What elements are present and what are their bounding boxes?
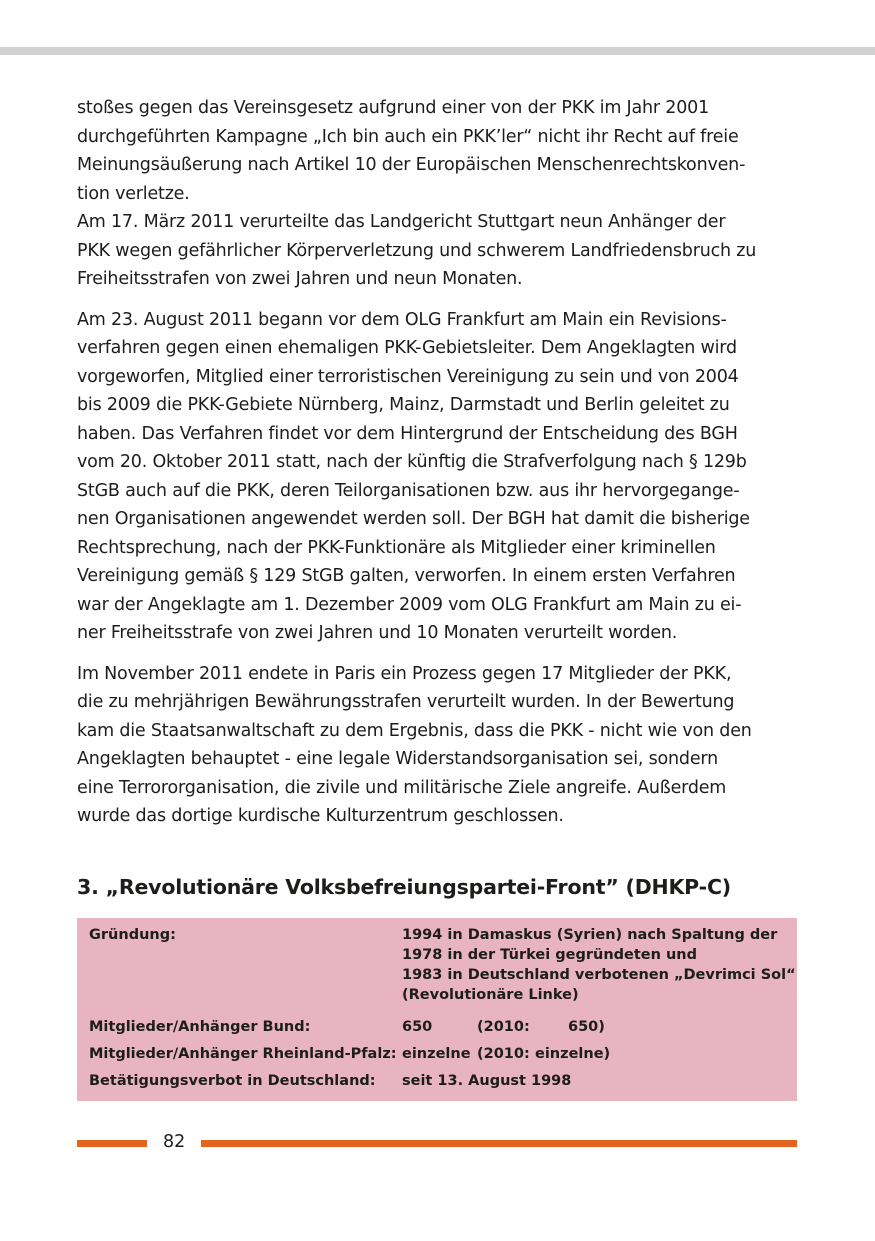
footer-bar-right [201, 1140, 797, 1147]
ban-value: seit 13. August 1998 [402, 1073, 572, 1089]
founding-label: Gründung: [89, 927, 176, 943]
members-rlp-prev-value: einzelne) [535, 1046, 611, 1062]
text-line: verfahren gegen einen ehemaligen PKK-Gebietsleiter. Dem Angeklagten wird [77, 338, 737, 358]
text-line: wurde das dortige kurdische Kulturzentrum geschlossen. [77, 806, 564, 826]
founding-row [77, 925, 797, 1017]
members-rlp-prev-label: (2010: [477, 1046, 530, 1062]
text-line: war der Angeklagte am 1. Dezember 2009 vom OLG Frankfurt am Main zu ei- [77, 594, 742, 615]
text-line: Am 17. März 2011 verurteilte das Landgericht Stuttgart neun Anhänger der [77, 212, 726, 232]
members-rlp-label: Mitglieder/Anhänger Rheinland-Pfalz: [89, 1046, 397, 1062]
founding-line: 1983 in Deutschland verbotenen „Devrimci Sol“ [402, 967, 796, 983]
members-rlp-value: einzelne [402, 1046, 471, 1062]
text-line: eine Terrororganisation, die zivile und militärische Ziele angreife. Außerdem [77, 777, 727, 798]
page-number: 82 [163, 1132, 186, 1152]
footer-bar-left [77, 1140, 147, 1147]
text-line: Meinungsäußerung nach Artikel 10 der Europäischen Menschenrechtskonven- [77, 155, 746, 175]
paragraph [77, 208, 799, 294]
members-federal-value: 650 [402, 1019, 433, 1035]
text-line: Rechtsprechung, nach der PKK-Funktionäre als Mitglieder einer kriminellen [77, 537, 716, 558]
ban-row [77, 1071, 797, 1098]
body-text [77, 94, 799, 843]
text-line: vorgeworfen, Mitglied einer terroristischen Vereinigung zu sein und von 2004 [77, 366, 739, 387]
top-rule [0, 47, 875, 55]
text-line: durchgeführten Kampagne „Ich bin auch ein PKK’ler“ nicht ihr Recht auf freie [77, 126, 739, 147]
paragraph [77, 94, 799, 208]
text-line: vom 20. Oktober 2011 statt, nach der künftig die Strafverfolgung nach § 129b [77, 452, 747, 472]
founding-value [402, 925, 797, 1005]
text-line: ner Freiheitsstrafe von zwei Jahren und 10 Monaten verurteilt worden. [77, 623, 678, 643]
text-line: Im November 2011 endete in Paris ein Prozess gegen 17 Mitglieder der PKK, [77, 663, 732, 684]
paragraph [77, 660, 799, 831]
text-line: Am 23. August 2011 begann vor dem OLG Frankfurt am Main ein Revisions- [77, 309, 727, 330]
text-line: Freiheitsstrafen von zwei Jahren und neun Monaten. [77, 269, 523, 289]
members-federal-prev-value: 650) [568, 1019, 605, 1035]
founding-line: 1978 in der Türkei gegründeten und [402, 947, 698, 963]
members-federal-row [77, 1017, 797, 1044]
founding-line: 1994 in Damaskus (Syrien) nach Spaltung der [402, 927, 778, 943]
section-heading: 3. „Revolutionäre Volksbefreiungspartei-Front” (DHKP-C) [77, 875, 731, 899]
text-line: kam die Staatsanwaltschaft zu dem Ergebnis, dass die PKK - nicht wie von den [77, 720, 752, 741]
text-line: tion verletze. [77, 183, 190, 204]
members-federal-label: Mitglieder/Anhänger Bund: [89, 1019, 311, 1035]
text-line: stoßes gegen das Vereinsgesetz aufgrund einer von der PKK im Jahr 2001 [77, 98, 710, 118]
text-line: haben. Das Verfahren findet vor dem Hintergrund der Entscheidung des BGH [77, 423, 738, 444]
text-line: Vereinigung gemäß § 129 StGB galten, verworfen. In einem ersten Verfahren [77, 566, 736, 586]
members-federal-prev-label: (2010: [477, 1019, 530, 1035]
members-rlp-row [77, 1044, 797, 1071]
founding-line: (Revolutionäre Linke) [402, 987, 579, 1003]
text-line: Angeklagten behauptet - eine legale Widerstandsorganisation sei, sondern [77, 749, 718, 769]
text-line: nen Organisationen angewendet werden soll. Der BGH hat damit die bisherige [77, 509, 750, 529]
ban-label: Betätigungsverbot in Deutschland: [89, 1073, 376, 1089]
text-line: PKK wegen gefährlicher Körperverletzung und schwerem Landfriedensbruch zu [77, 240, 757, 261]
text-line: die zu mehrjährigen Bewährungsstrafen verurteilt wurden. In der Bewertung [77, 692, 735, 712]
text-line: bis 2009 die PKK-Gebiete Nürnberg, Mainz, Darmstadt und Berlin geleitet zu [77, 395, 730, 415]
paragraph [77, 306, 799, 648]
info-box [77, 918, 797, 1101]
text-line: StGB auch auf die PKK, deren Teilorganisationen bzw. aus ihr hervorgegange- [77, 480, 740, 501]
